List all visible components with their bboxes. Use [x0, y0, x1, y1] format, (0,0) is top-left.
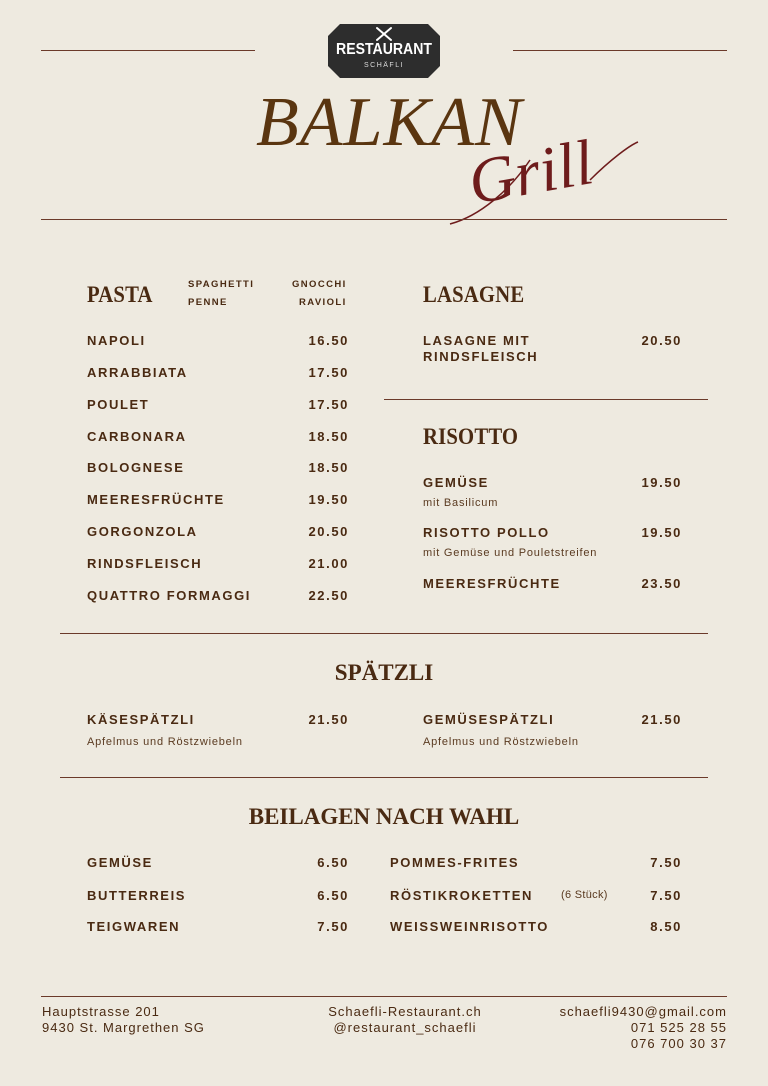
- title-grill-script: [440, 120, 650, 230]
- pasta-heading: PASTA: [87, 282, 153, 307]
- menu-item-name: RISOTTO POLLO: [423, 525, 550, 540]
- menu-item-desc: mit Basilicum: [423, 497, 499, 509]
- pasta-type: GNOCCHI: [292, 279, 347, 290]
- menu-item-desc: Apfelmus und Röstzwiebeln: [87, 736, 243, 748]
- header-line-right: [513, 50, 727, 51]
- logo-name: RESTAURANT: [336, 41, 432, 58]
- footer-phone[interactable]: 076 700 30 37: [630, 1036, 727, 1051]
- script-text: Grill: [463, 126, 599, 218]
- divider: [60, 633, 708, 634]
- beilagen-heading: BEILAGEN NACH WAHL: [248, 804, 520, 829]
- menu-item-price: 22.50: [308, 588, 349, 603]
- menu-item-name: BUTTERREIS: [87, 888, 187, 903]
- menu-item-price: 7.50: [650, 888, 682, 903]
- footer-email[interactable]: schaefli9430@gmail.com: [559, 1004, 727, 1019]
- menu-item-price: 8.50: [650, 919, 682, 934]
- menu-item-name: WEISSWEINRISOTTO: [390, 919, 549, 934]
- menu-item-name: ARRABBIATA: [87, 365, 188, 380]
- menu-item-name: TEIGWAREN: [87, 919, 181, 934]
- menu-item-name: CARBONARA: [87, 429, 187, 444]
- menu-item-name: GEMÜSE: [87, 855, 153, 870]
- menu-item-price: 19.50: [641, 475, 682, 490]
- menu-item-price: 17.50: [308, 365, 349, 380]
- footer-phone[interactable]: 071 525 28 55: [630, 1020, 727, 1035]
- title-line: [41, 219, 727, 220]
- divider: [384, 399, 708, 400]
- menu-item-name: KÄSESPÄTZLI: [87, 712, 195, 727]
- menu-item-price: 21.00: [308, 556, 349, 571]
- pasta-type: RAVIOLI: [299, 297, 347, 308]
- menu-item-name: GEMÜSE: [423, 475, 489, 490]
- menu-item-name: QUATTRO FORMAGGI: [87, 588, 252, 603]
- footer-line: [41, 996, 727, 997]
- menu-item-name: MEERESFRÜCHTE: [423, 576, 561, 591]
- menu-item-price: 7.50: [317, 919, 349, 934]
- menu-item-name: GORGONZOLA: [87, 524, 198, 539]
- menu-item-name: LASAGNE MIT: [423, 333, 531, 348]
- menu-item-name: MEERESFRÜCHTE: [87, 492, 225, 507]
- menu-item-price: 20.50: [641, 333, 682, 348]
- divider: [60, 777, 708, 778]
- menu-item-price: 17.50: [308, 397, 349, 412]
- menu-item-price: 18.50: [308, 460, 349, 475]
- lasagne-heading: LASAGNE: [423, 282, 525, 307]
- footer-address-street: Hauptstrasse 201: [42, 1004, 160, 1019]
- menu-item-desc: Apfelmus und Röstzwiebeln: [423, 736, 579, 748]
- menu-item-price: 19.50: [641, 525, 682, 540]
- menu-item-name: BOLOGNESE: [87, 460, 185, 475]
- logo-sub: SCHÄFLI: [363, 62, 405, 69]
- menu-item-price: 16.50: [308, 333, 349, 348]
- menu-item-price: 6.50: [317, 855, 349, 870]
- risotto-heading: RISOTTO: [423, 424, 519, 449]
- menu-item-name: RINDSFLEISCH: [423, 349, 539, 364]
- spaetzli-heading: SPÄTZLI: [334, 660, 434, 685]
- menu-item-price: 18.50: [308, 429, 349, 444]
- header-line-left: [41, 50, 255, 51]
- menu-item-name: POMMES-FRITES: [390, 855, 520, 870]
- footer-address-city: 9430 St. Margrethen SG: [42, 1020, 205, 1035]
- menu-item-price: 23.50: [641, 576, 682, 591]
- pasta-type: PENNE: [188, 297, 228, 308]
- restaurant-logo: [328, 24, 440, 78]
- title-balkan: BALKAN: [256, 84, 523, 161]
- menu-item-name: NAPOLI: [87, 333, 146, 348]
- menu-item-price: 20.50: [308, 524, 349, 539]
- pasta-type: SPAGHETTI: [188, 279, 255, 290]
- menu-item-price: 21.50: [641, 712, 682, 727]
- footer-website[interactable]: Schaefli-Restaurant.ch: [328, 1004, 482, 1019]
- menu-item-price: 21.50: [308, 712, 349, 727]
- menu-item-price: 6.50: [317, 888, 349, 903]
- menu-item-name: POULET: [87, 397, 150, 412]
- menu-item-name: GEMÜSESPÄTZLI: [423, 712, 555, 727]
- menu-item-note: (6 Stück): [561, 889, 608, 901]
- menu-item-price: 19.50: [308, 492, 349, 507]
- menu-item-price: 7.50: [650, 855, 682, 870]
- menu-item-desc: mit Gemüse und Pouletstreifen: [423, 547, 598, 559]
- footer-instagram[interactable]: @restaurant_schaefli: [333, 1020, 477, 1035]
- menu-item-name: RÖSTIKROKETTEN: [390, 888, 534, 903]
- menu-item-name: RINDSFLEISCH: [87, 556, 203, 571]
